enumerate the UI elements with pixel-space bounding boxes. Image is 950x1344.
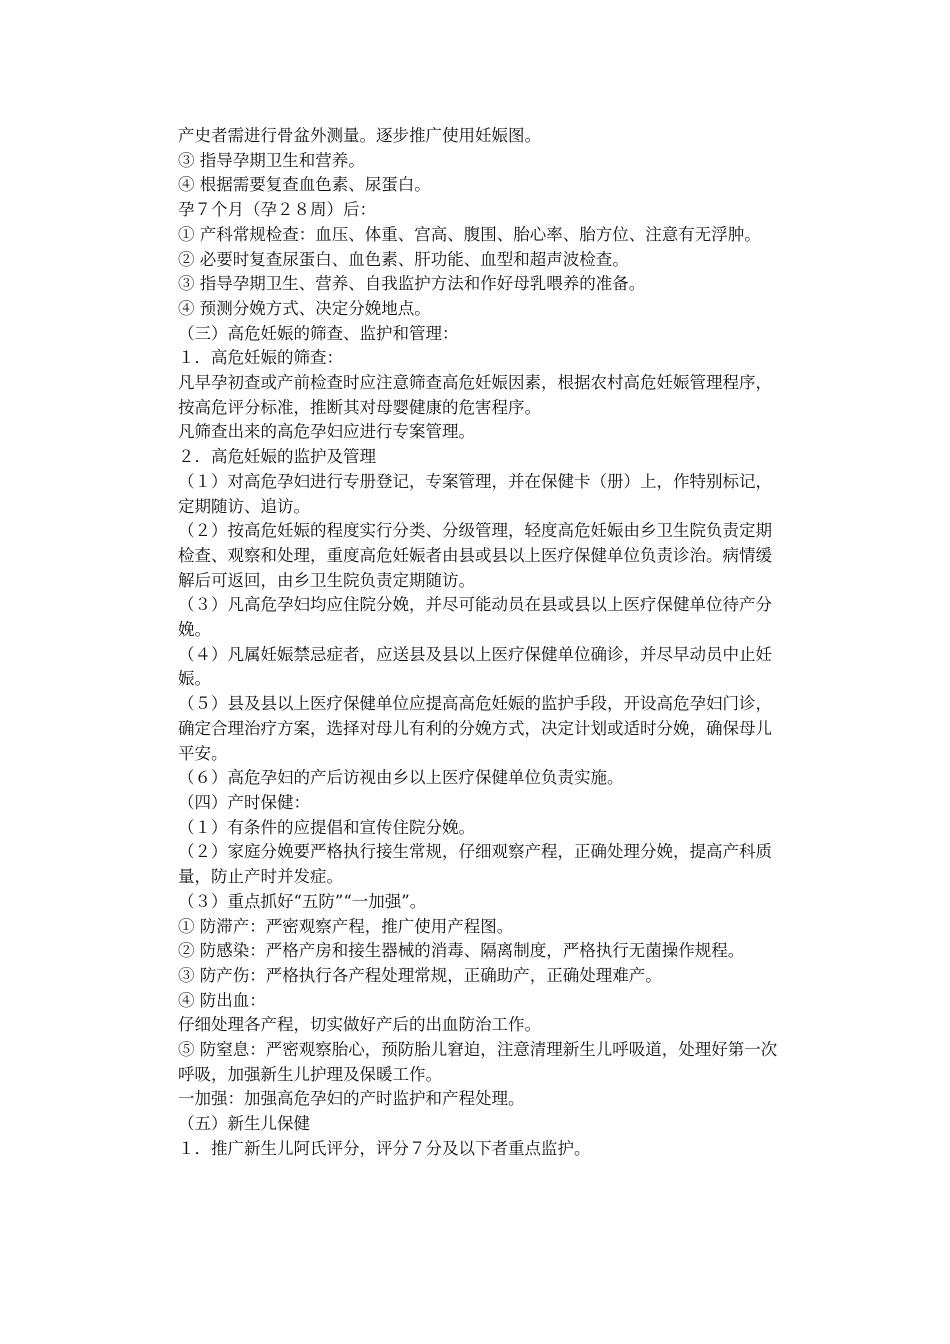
- paragraph-line: 凡筛查出来的高危孕妇应进行专案管理。: [178, 422, 475, 442]
- paragraph-line: ① 防滞产：严密观察产程，推广使用产程图。: [178, 916, 514, 936]
- paragraph-line: 一加强：加强高危孕妇的产时监护和产程处理。: [178, 1089, 525, 1109]
- paragraph-line: （５）县及县以上医疗保健单位应提高高危妊娠的监护手段，开设高危孕妇门诊，确定合理治疗方案，选择对母儿有利的分娩方式，决定计划或适时分娩，确保母儿平安。: [178, 694, 772, 763]
- paragraph-line: 产史者需进行骨盆外测量。逐步推广使用妊娠图。: [178, 126, 541, 145]
- paragraph-line: ③ 防产伤：严格执行各产程处理常规，正确助产，正确处理难产。: [178, 965, 662, 985]
- section-heading: （五）新生儿保健: [178, 1114, 310, 1134]
- subsection-heading: １．高危妊娠的筛查：: [178, 348, 343, 368]
- paragraph-line: ④ 根据需要复查血色素、尿蛋白。: [178, 175, 431, 195]
- paragraph-line: （４）凡属妊娠禁忌症者，应送县及县以上医疗保健单位确诊，并尽早动员中止妊娠。: [178, 644, 772, 689]
- paragraph-line: ③ 指导孕期卫生和营养。: [178, 150, 365, 170]
- document-body: [178, 124, 778, 1162]
- paragraph-line: ④ 预测分娩方式、决定分娩地点。: [178, 298, 431, 318]
- paragraph-line: １．推广新生儿阿氏评分，评分７分及以下者重点监护。: [178, 1138, 591, 1158]
- paragraph-line: （１）有条件的应提倡和宣传住院分娩。: [178, 817, 475, 837]
- paragraph-line: 仔细处理各产程，切实做好产后的出血防治工作。: [178, 1015, 541, 1035]
- paragraph-line: （２）按高危妊娠的程度实行分类、分级管理，轻度高危妊娠由乡卫生院负责定期检查、观察和处理，重度高危妊娠者由县或县以上医疗保健单位负责诊治。病情缓解后可返回，由乡卫生院负责定期随访。: [178, 521, 772, 590]
- section-heading: （三）高危妊娠的筛查、监护和管理：: [178, 323, 459, 343]
- section-heading: 孕７个月（孕２８周）后：: [178, 200, 376, 220]
- subsection-heading: ２．高危妊娠的监护及管理: [178, 447, 376, 467]
- paragraph-line: （３）重点抓好“五防”“一加强”。: [178, 891, 427, 911]
- section-heading: （四）产时保健：: [178, 792, 310, 812]
- paragraph-line: （１）对高危孕妇进行专册登记，专案管理，并在保健卡（册）上，作特别标记，定期随访、追访。: [178, 471, 772, 516]
- paragraph-line: ② 必要时复查尿蛋白、血色素、肝功能、血型和超声波检查。: [178, 249, 629, 269]
- paragraph-line: 凡早孕初查或产前检查时应注意筛查高危妊娠因素，根据农村高危妊娠管理程序，按高危评分标准，推断其对母婴健康的危害程序。: [178, 373, 772, 417]
- paragraph-line: ② 防感染：严格产房和接生器械的消毒、隔离制度，严格执行无菌操作规程。: [178, 941, 745, 961]
- paragraph-line: （６）高危孕妇的产后访视由乡以上医疗保健单位负责实施。: [178, 768, 624, 788]
- paragraph-line: （３）凡高危孕妇均应住院分娩，并尽可能动员在县或县以上医疗保健单位待产分娩。: [178, 595, 772, 640]
- paragraph-line: ⑤ 防窒息：严密观察胎心，预防胎儿窘迫，注意清理新生儿呼吸道，处理好第一次呼吸，加强新生儿护理及保暖工作。: [178, 1040, 778, 1084]
- paragraph-line: ④ 防出血：: [178, 990, 266, 1010]
- paragraph-line: ① 产科常规检查：血压、体重、宫高、腹围、胎心率、胎方位、注意有无浮肿。: [178, 224, 761, 244]
- paragraph-line: （２）家庭分娩要严格执行接生常规，仔细观察产程，正确处理分娩，提高产科质量，防止产时并发症。: [178, 842, 772, 887]
- paragraph-line: ③ 指导孕期卫生、营养、自我监护方法和作好母乳喂养的准备。: [178, 274, 646, 294]
